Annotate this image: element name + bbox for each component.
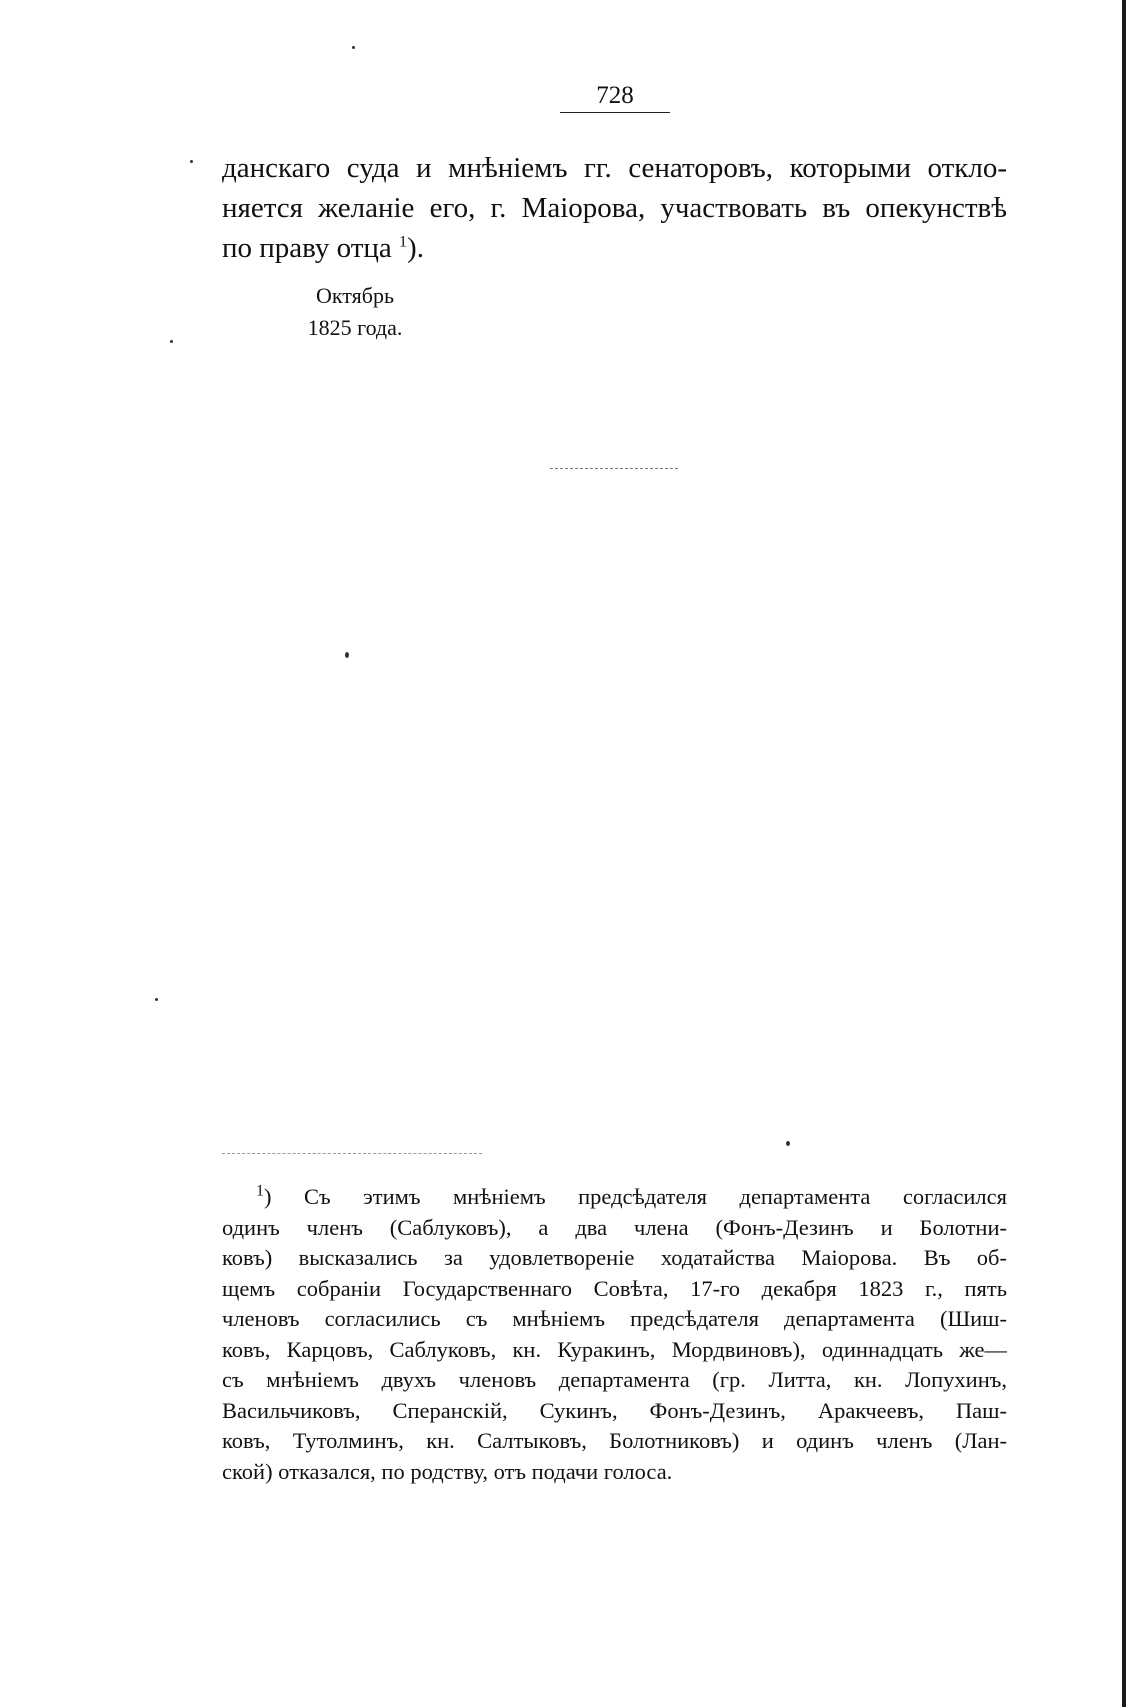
footnote-line: Васильчиковъ, Сперанскій, Сукинъ, Фонъ-Дезинъ, Аракчеевъ, Паш- (222, 1397, 1007, 1423)
section-divider (550, 468, 678, 469)
footnote-line: членовъ согласились съ мнѣніемъ предсѣдателя департамента (Шиш- (222, 1306, 1007, 1331)
scan-speck (352, 46, 355, 49)
main-text-line: по праву отца (222, 232, 392, 264)
date-year: 1825 года. (307, 315, 403, 340)
main-text-last-line (222, 228, 1007, 268)
date-month: Октябрь (316, 283, 394, 308)
scan-edge-line (1122, 0, 1126, 1707)
main-text-closing: ). (407, 232, 424, 264)
footnote-reference[interactable]: 1 (399, 233, 408, 251)
footnote-line: съ мнѣніемъ двухъ членовъ департамента (гр. Литта, кн. Лопухинъ, (222, 1367, 1007, 1392)
scan-speck (170, 340, 173, 343)
scan-speck (155, 998, 158, 1001)
main-text (222, 148, 1007, 268)
page-number: 728 (560, 80, 670, 113)
footnote-line: ковъ) высказались за удовлетвореніе ходатайства Маіорова. Въ об- (222, 1245, 1007, 1270)
footnote-line: ковъ, Тутолминъ, кн. Салтыковъ, Болотниковъ) и одинъ членъ (Лан- (222, 1428, 1007, 1453)
footnote-line: ковъ, Карцовъ, Саблуковъ, кн. Куракинъ, Мордвиновъ), одиннадцать же— (222, 1336, 1007, 1362)
footnote (222, 1182, 1007, 1487)
footnote-line-text: ) Съ этимъ мнѣніемъ предсѣдателя департамента согласился (264, 1184, 1007, 1209)
footnote-line: щемъ собраніи Государственнаго Совѣта, 17-го декабря 1823 г., пять (222, 1275, 1007, 1301)
footnote-marker: 1 (256, 1182, 264, 1200)
scan-speck (786, 1141, 790, 1146)
main-text-line: няется желаніе его, г. Маіорова, участвовать въ опекунствѣ (222, 192, 1007, 224)
footnote-line: ской) отказался, по родству, отъ подачи голоса. (222, 1458, 673, 1484)
scan-speck (345, 652, 349, 658)
scan-speck (190, 160, 193, 163)
main-text-line: данскаго суда и мнѣніемъ гг. сенаторовъ, которыми откло- (222, 152, 1007, 184)
footnote-divider (222, 1153, 482, 1154)
date-block (285, 280, 425, 344)
footnote-line: одинъ членъ (Саблуковъ), а два члена (Фонъ-Дезинъ и Болотни- (222, 1214, 1007, 1240)
footnote-line (222, 1182, 1007, 1213)
